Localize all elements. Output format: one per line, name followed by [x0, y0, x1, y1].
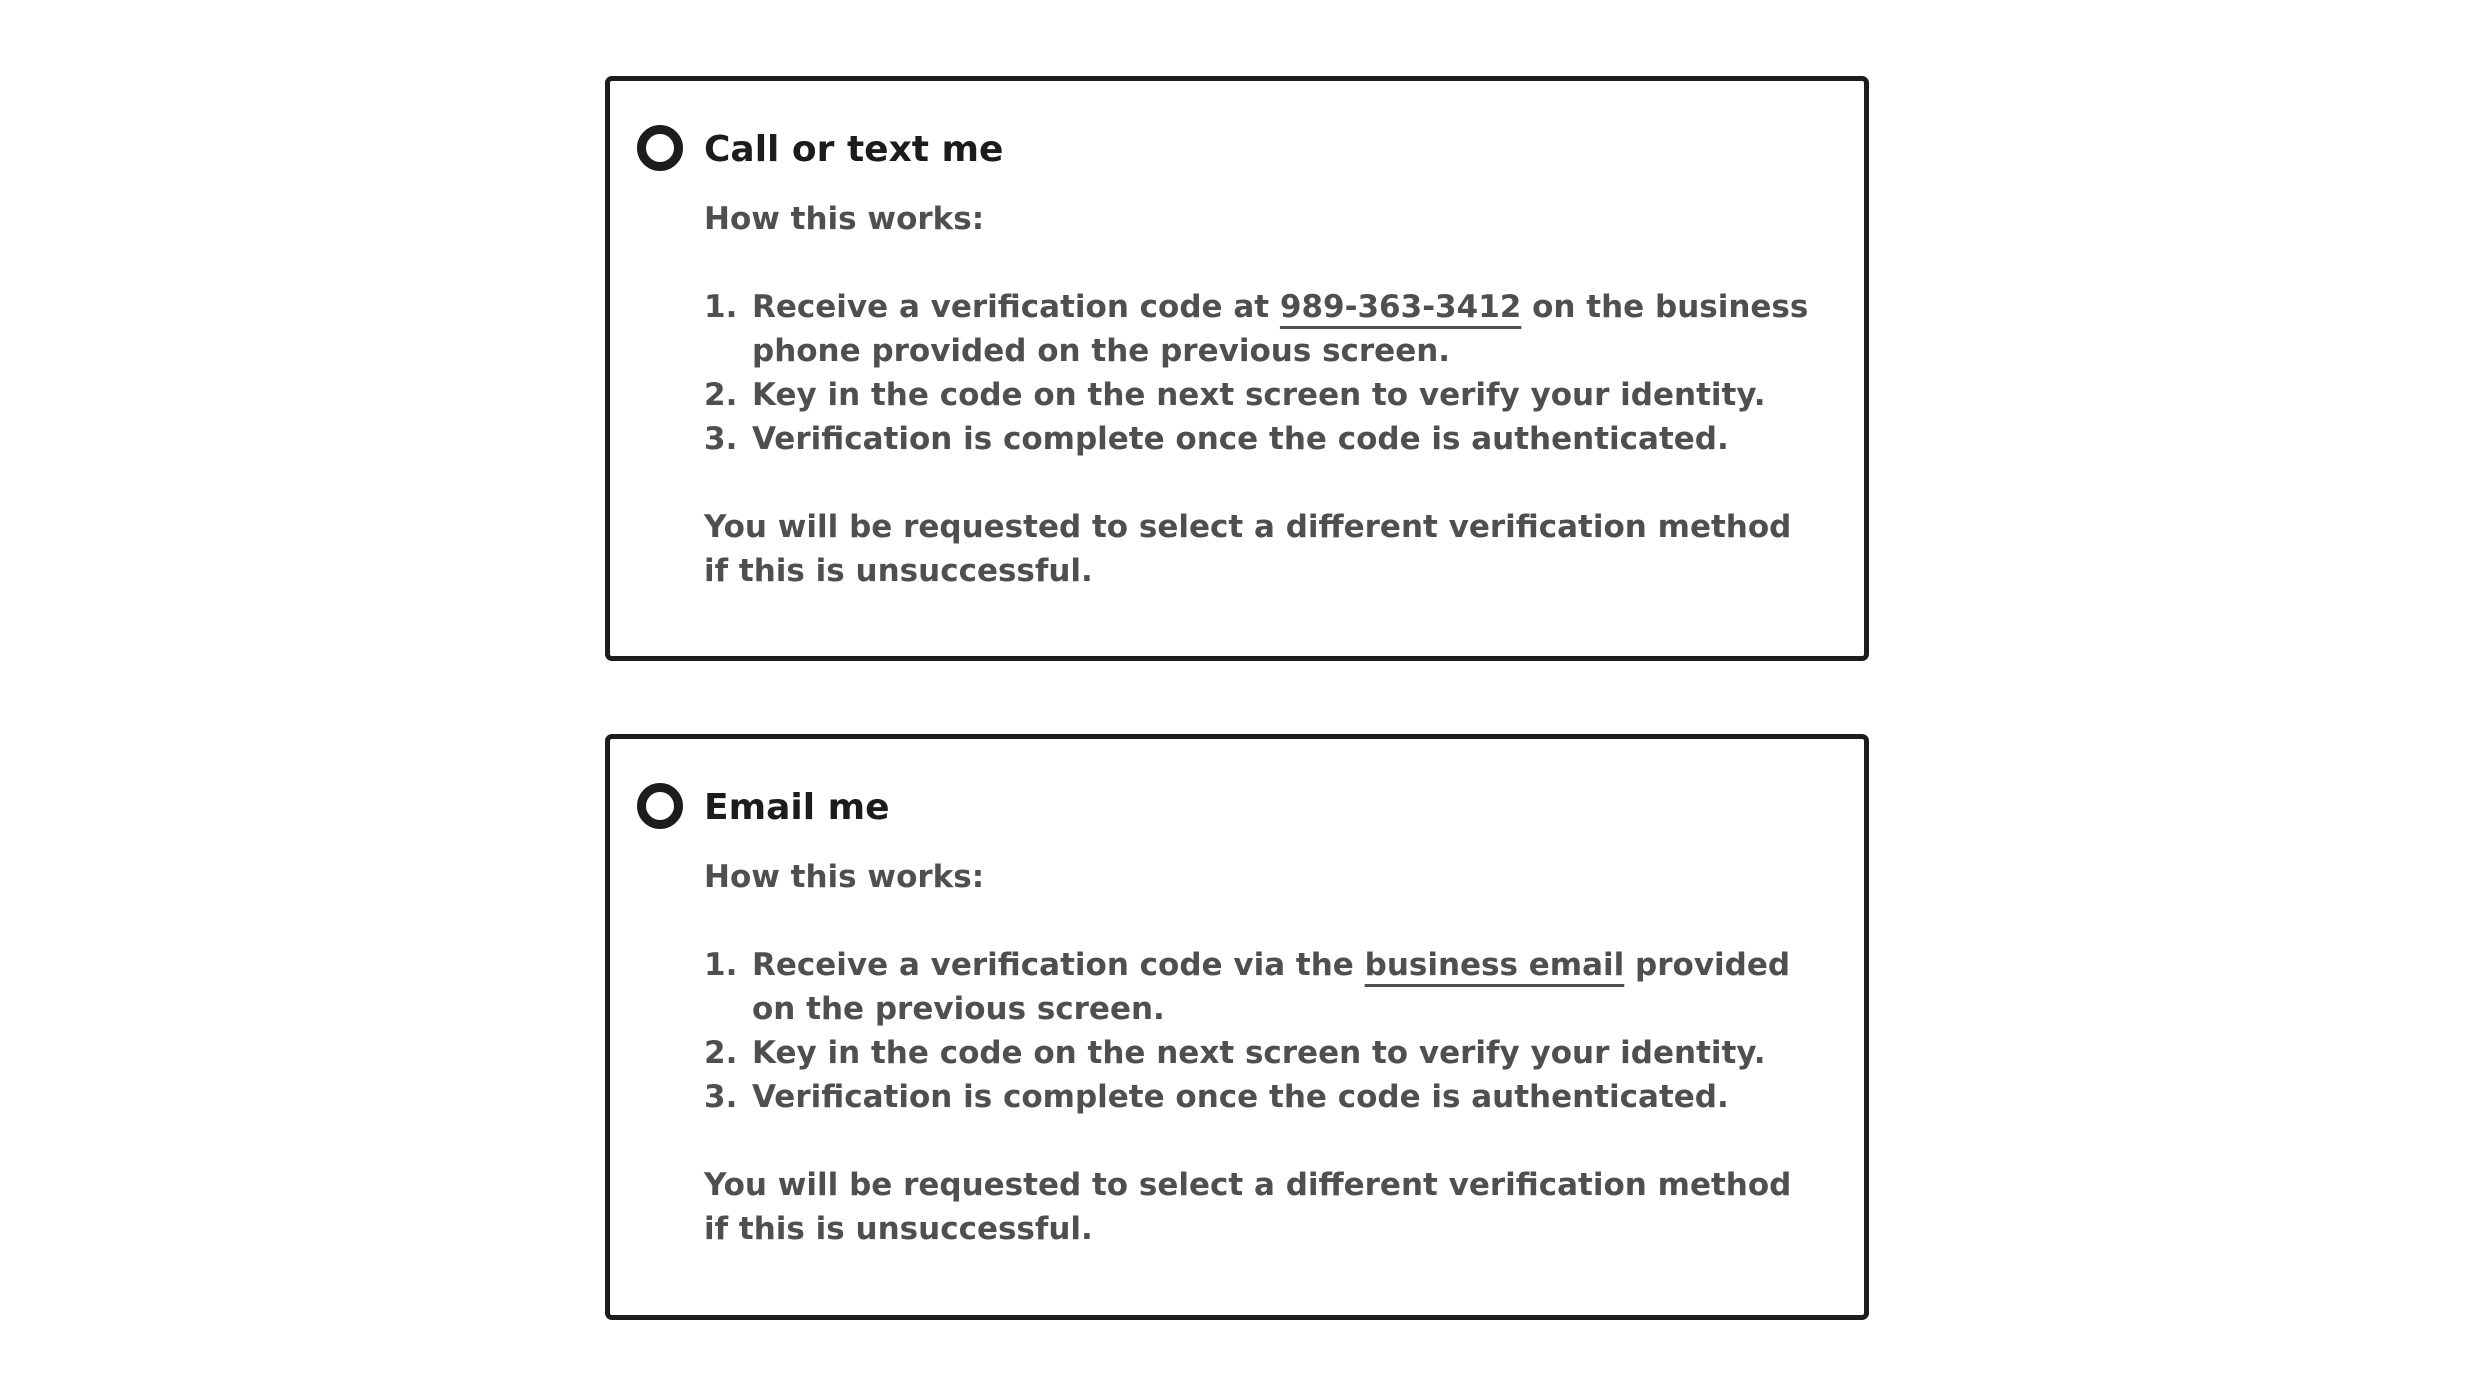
business-email-link[interactable]: business email [1364, 947, 1625, 983]
phone-number-link[interactable]: 989-363-3412 [1279, 289, 1522, 325]
option-card-call-or-text[interactable] [605, 76, 1869, 661]
step-item [704, 1031, 1824, 1075]
step-text [752, 943, 1824, 1031]
step-item [704, 417, 1824, 461]
step-number: 2. [704, 1035, 738, 1071]
step-item [704, 943, 1824, 1031]
step-text-after: on the business phone provided on the previous screen. [752, 289, 1809, 369]
step-text-before: Receive a verification code at [752, 289, 1280, 325]
step-text-before: Receive a verification code via the [752, 947, 1365, 983]
steps-list [704, 285, 1824, 461]
radio-button[interactable] [637, 783, 683, 829]
step-text: Key in the code on the next screen to verify your identity. [752, 1035, 1766, 1071]
radio-button[interactable] [637, 125, 683, 171]
step-item [704, 1075, 1824, 1119]
step-number: 3. [704, 1079, 738, 1115]
fallback-note: You will be requested to select a different verification method if this is unsuccessful. [704, 509, 1792, 589]
step-text [752, 285, 1824, 373]
step-text-after: provided on the previous screen. [752, 947, 1791, 1027]
option-description [704, 855, 1824, 1251]
step-item [704, 373, 1824, 417]
step-number: 1. [704, 947, 738, 983]
steps-list [704, 943, 1824, 1119]
step-text: Key in the code on the next screen to verify your identity. [752, 377, 1766, 413]
option-description [704, 197, 1824, 593]
option-card-email[interactable] [605, 734, 1869, 1320]
step-item [704, 285, 1824, 373]
step-text: Verification is complete once the code is authenticated. [752, 1079, 1729, 1115]
option-title: Email me [704, 787, 890, 828]
how-this-works-label: How this works: [704, 859, 985, 895]
step-number: 1. [704, 289, 738, 325]
option-title: Call or text me [704, 129, 1004, 170]
step-number: 3. [704, 421, 738, 457]
step-number: 2. [704, 377, 738, 413]
fallback-note: You will be requested to select a different verification method if this is unsuccessful. [704, 1167, 1792, 1247]
how-this-works-label: How this works: [704, 201, 985, 237]
step-text: Verification is complete once the code is authenticated. [752, 421, 1729, 457]
